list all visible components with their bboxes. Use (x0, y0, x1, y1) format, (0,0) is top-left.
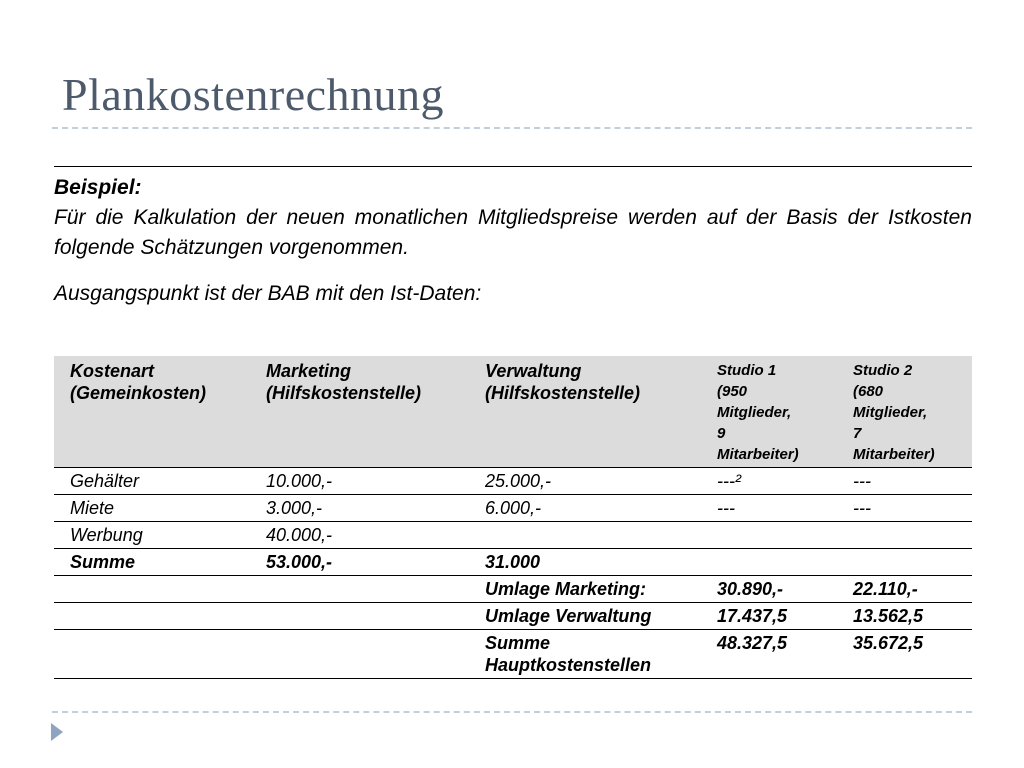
title-divider (52, 127, 972, 129)
cell: Miete (54, 495, 250, 522)
intro-paragraph-2: Ausgangspunkt ist der BAB mit den Ist-Daten: (54, 282, 482, 305)
intro-paragraph: Für die Kalkulation der neuen monatlichen Mitgliedspreise werden auf der Basis der Istkosten folgende Schätzungen vorgenommen. (54, 206, 972, 259)
table-row-umlage-marketing (54, 576, 972, 603)
cell (54, 576, 250, 603)
footer-divider (52, 711, 972, 713)
table-row-umlage-verwaltung (54, 603, 972, 630)
cell: 35.672,5 (837, 630, 972, 679)
cell: Werbung (54, 522, 250, 549)
table-row-summe-hauptkostenstellen (54, 630, 972, 679)
cell: --- (701, 495, 837, 522)
header-kostenart: Kostenart (Gemeinkosten) (54, 356, 250, 468)
cell: 13.562,5 (837, 603, 972, 630)
cell: --- (837, 468, 972, 495)
table-row-summe (54, 549, 972, 576)
cell: 22.110,- (837, 576, 972, 603)
cell: 3.000,- (250, 495, 469, 522)
cell (250, 576, 469, 603)
cell: 40.000,- (250, 522, 469, 549)
cell (250, 603, 469, 630)
play-triangle-icon (50, 722, 64, 742)
cell (54, 603, 250, 630)
header-marketing: Marketing (Hilfskostenstelle) (250, 356, 469, 468)
content-top-rule (54, 166, 972, 167)
cell: ---² (701, 468, 837, 495)
table-row (54, 468, 972, 495)
cell: Summe Hauptkostenstellen (469, 630, 701, 679)
header-verwaltung: Verwaltung (Hilfskostenstelle) (469, 356, 701, 468)
cell: Umlage Marketing: (469, 576, 701, 603)
table-row (54, 522, 972, 549)
cell: 17.437,5 (701, 603, 837, 630)
cell: 31.000 (469, 549, 701, 576)
intro-heading: Beispiel: (54, 176, 142, 199)
table-row (54, 495, 972, 522)
cell: 53.000,- (250, 549, 469, 576)
cell (54, 630, 250, 679)
cell (469, 522, 701, 549)
cell: 48.327,5 (701, 630, 837, 679)
slide-title: Plankostenrechnung (62, 69, 445, 120)
cell (837, 549, 972, 576)
table-header-row (54, 356, 972, 468)
intro-text-block (54, 173, 972, 309)
cell: 25.000,- (469, 468, 701, 495)
cell: 30.890,- (701, 576, 837, 603)
header-studio1: Studio 1 (950 Mitglieder, 9 Mitarbeiter) (701, 356, 837, 468)
header-studio2: Studio 2 (680 Mitglieder, 7 Mitarbeiter) (837, 356, 972, 468)
cell: Umlage Verwaltung (469, 603, 701, 630)
bab-table (54, 356, 972, 679)
cell (701, 549, 837, 576)
cell (250, 630, 469, 679)
cell: 10.000,- (250, 468, 469, 495)
cell: Summe (54, 549, 250, 576)
cell (701, 522, 837, 549)
cell: --- (837, 495, 972, 522)
cell: Gehälter (54, 468, 250, 495)
cell (837, 522, 972, 549)
cell: 6.000,- (469, 495, 701, 522)
